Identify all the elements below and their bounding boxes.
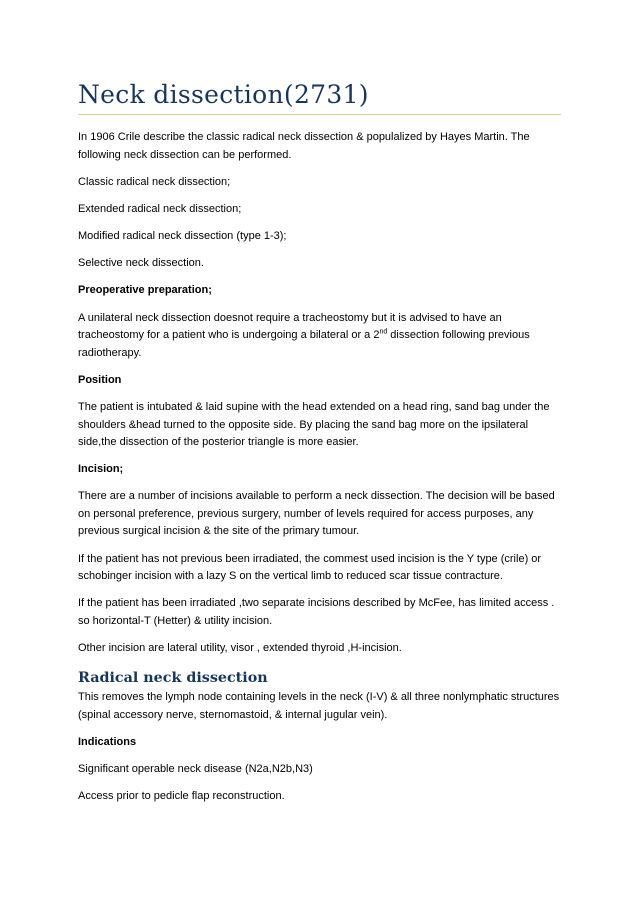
preop-heading: Preoperative preparation; — [78, 284, 212, 297]
incision-heading: Incision; — [78, 463, 124, 476]
preop-text-after: dissection following previous radiotherapy. — [78, 329, 530, 359]
title-underline — [78, 114, 561, 115]
incision-paragraph: There are a number of incisions available to perform a neck dissection. The decision will be based on personal preference, previous surgery, number of levels required for access purposes, any previous surgical incision & the site of the primary tumour. — [78, 490, 555, 538]
indications-heading: Indications — [78, 735, 137, 748]
document-body — [78, 129, 562, 806]
preop-superscript: nd — [379, 328, 388, 336]
incision-paragraph: If the patient has not previous been irradiated, the commest used incision is the Y type (crile) or schobinger incision with a lazy S on the vertical limb to reduced scar tissue contracture. — [78, 552, 542, 583]
type-item: Classic radical neck dissection; — [78, 175, 231, 188]
position-heading: Position — [78, 373, 122, 386]
preop-text-before: A unilateral neck dissection doesnot require a tracheostomy but it is advised to have an tracheostomy for a patient who is undergoing a bilateral or a 2 — [78, 311, 502, 342]
indication-item: Access prior to pedicle flap reconstruction. — [78, 790, 285, 803]
incision-paragraph: If the patient has been irradiated ,two separate incisions described by McFee, has limited access . so horizontal-T (Hetter) & utility incision. — [78, 597, 555, 627]
incision-paragraph: Other incision are lateral utility, visor , extended thyroid ,H-incision. — [78, 641, 402, 654]
type-item: Extended radical neck dissection; — [78, 202, 242, 215]
radical-heading: Radical neck dissection — [78, 670, 268, 687]
intro-paragraph: In 1906 Crile describe the classic radical neck dissection & populalized by Hayes Martin. The following neck dissection can be performed. — [78, 131, 530, 161]
preop-paragraph — [78, 310, 562, 363]
type-item: Modified radical neck dissection (type 1-3); — [78, 230, 287, 243]
indication-item: Significant operable neck disease (N2a,N2b,N3) — [78, 763, 313, 775]
document-title: Neck dissection(2731) — [78, 80, 369, 109]
position-paragraph: The patient is intubated & laid supine with the head extended on a head ring, sand bag under the shoulders &head turned to the opposite side. By placing the sand bag more on the ipsilateral side,the dissection of the posterior triangle is more easier. — [78, 401, 550, 448]
type-item: Selective neck dissection. — [78, 257, 204, 270]
radical-paragraph: This removes the lymph node containing levels in the neck (I-V) & all three nonlymphatic structures (spinal accessory nerve, sternomastoid, & internal jugular vein). — [78, 691, 560, 721]
